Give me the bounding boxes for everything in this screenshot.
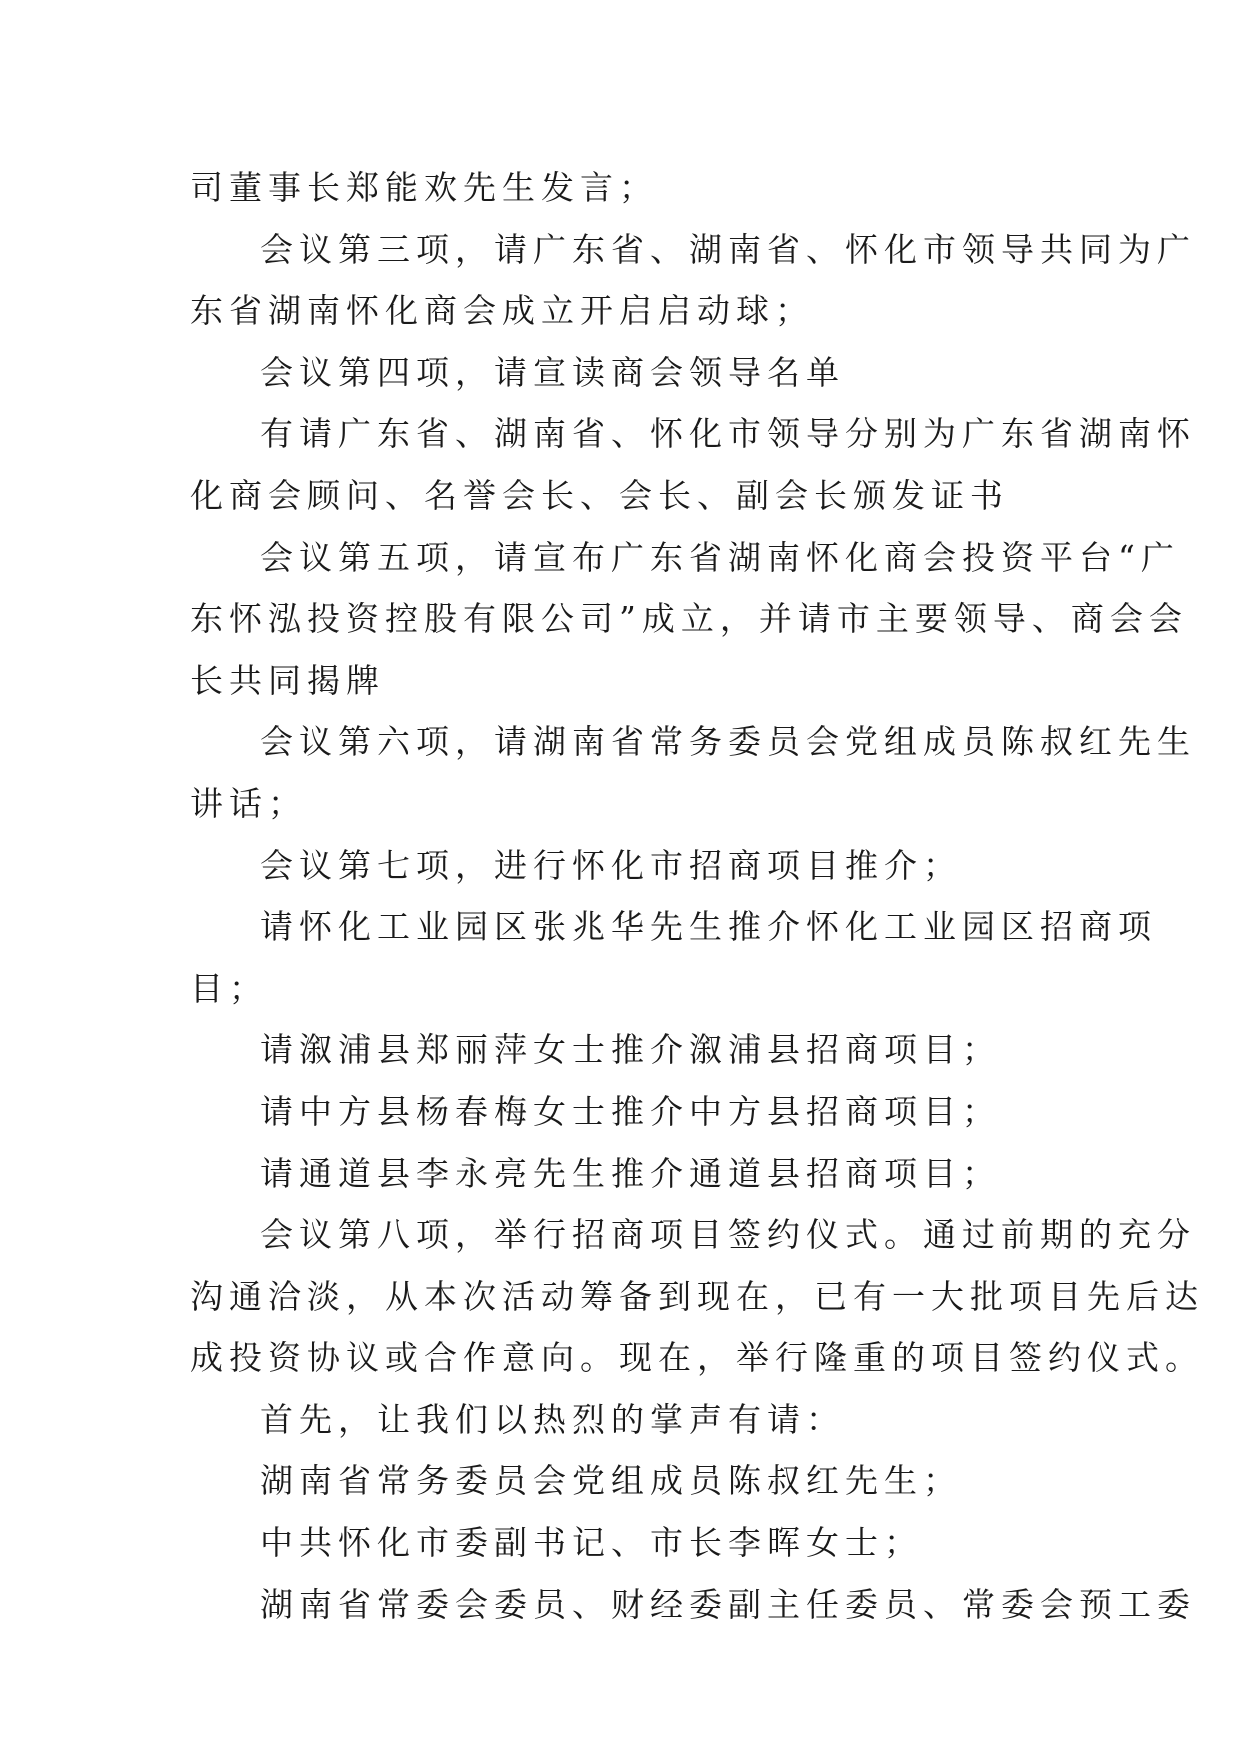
text-line: 请通道县李永亮先生推介通道县招商项目； [260,1153,1001,1193]
text-line: 湖南省常委会委员、财经委副主任委员、常委会预工委 [260,1584,1196,1624]
document-body [190,157,1204,1635]
text-line: 东省湖南怀化商会成立开启启动球； [190,291,814,331]
text-line: 会议第七项，进行怀化市招商项目推介； [260,845,962,885]
text-line: 会议第五项，请宣布广东省湖南怀化商会投资平台“广 [260,537,1180,577]
text-line: 化商会顾问、名誉会长、会长、副会长颁发证书 [190,475,1009,515]
text-line: 东怀泓投资控股有限公司”成立，并请市主要领导、商会会 [190,599,1188,639]
text-line: 请溆浦县郑丽萍女士推介溆浦县招商项目； [260,1030,1001,1070]
text-line: 会议第六项，请湖南省常务委员会党组成员陈叔红先生 [260,722,1196,762]
text-line: 首先，让我们以热烈的掌声有请： [260,1399,845,1439]
text-line: 中共怀化市委副书记、市长李晖女士； [260,1523,923,1563]
text-line: 司董事长郑能欢先生发言； [190,168,658,207]
text-line: 会议第八项，举行招商项目签约仪式。通过前期的充分 [260,1215,1196,1255]
text-line: 湖南省常务委员会党组成员陈叔红先生； [260,1461,962,1501]
text-line: 请怀化工业园区张兆华先生推介怀化工业园区招商项 [260,907,1157,947]
text-line: 请中方县杨春梅女士推介中方县招商项目； [260,1091,1001,1131]
text-line: 讲话； [190,783,307,823]
text-line: 有请广东省、湖南省、怀化市领导分别为广东省湖南怀 [260,414,1196,454]
text-line: 目； [190,968,268,1008]
text-line: 会议第三项，请广东省、湖南省、怀化市领导共同为广 [260,229,1196,269]
text-line: 成投资协议或合作意向。现在，举行隆重的项目签约仪式。 [190,1338,1204,1378]
text-line: 长共同揭牌 [190,660,385,700]
text-line: 会议第四项，请宣读商会领导名单 [260,352,845,392]
text-line: 沟通洽淡，从本次活动筹备到现在，已有一大批项目先后达 [190,1276,1204,1316]
